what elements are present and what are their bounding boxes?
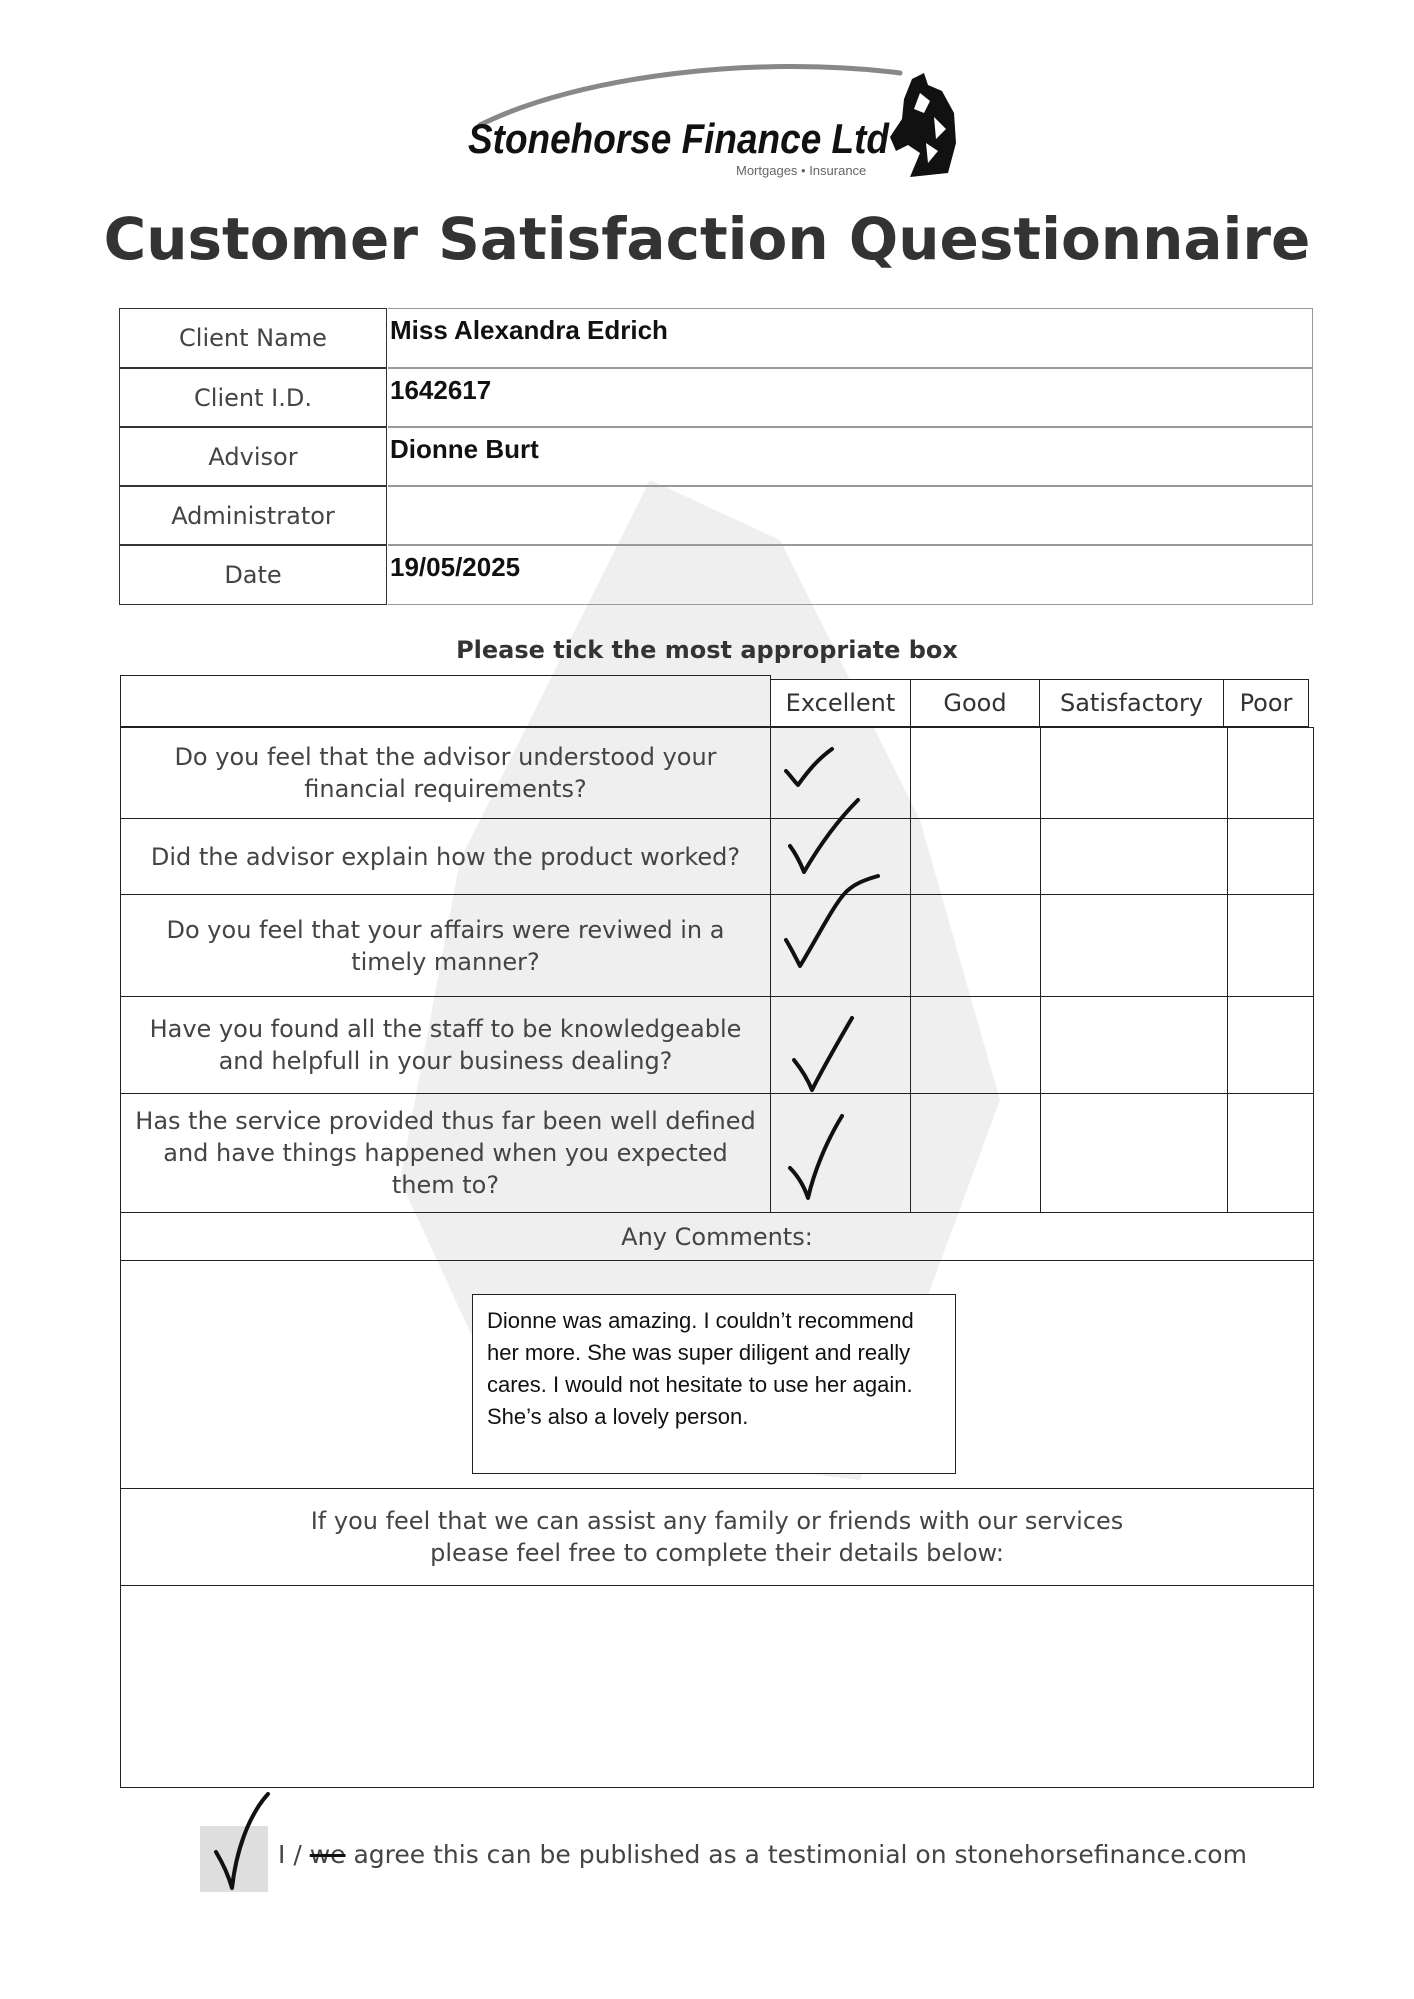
administrator-value[interactable] xyxy=(388,486,1313,545)
advisor-value[interactable]: Dionne Burt xyxy=(388,427,1313,486)
question-1: Do you feel that the advisor understood your financial requirements? xyxy=(120,727,771,819)
column-excellent: Excellent xyxy=(770,679,911,727)
question-5: Has the service provided thus far been well defined and have things happened when you expected them to? xyxy=(120,1093,771,1213)
consent-label xyxy=(278,1840,1247,1869)
referral-instruction: If you feel that we can assist any family or friends with our services please feel free to complete their details below: xyxy=(120,1488,1314,1586)
company-name: Stonehorse Finance Ltd xyxy=(468,115,889,162)
client-id-label: Client I.D. xyxy=(119,368,387,427)
company-tagline: Mortgages • Insurance xyxy=(736,163,867,178)
tick-instruction: Please tick the most appropriate box xyxy=(456,636,958,664)
column-good: Good xyxy=(910,679,1040,727)
comments-heading: Any Comments: xyxy=(120,1212,1314,1261)
tick-mark-icon xyxy=(786,798,866,878)
consent-struck-word: we xyxy=(309,1840,346,1869)
q4-poor-cell[interactable] xyxy=(1227,996,1314,1094)
question-3: Do you feel that your affairs were reviwed in a timely manner? xyxy=(120,894,771,997)
q3-satisfactory-cell[interactable] xyxy=(1040,894,1228,997)
client-id-value[interactable]: 1642617 xyxy=(388,368,1313,427)
q2-poor-cell[interactable] xyxy=(1227,818,1314,895)
q5-good-cell[interactable] xyxy=(910,1093,1041,1213)
question-4: Have you found all the staff to be knowledgeable and helpfull in your business dealing? xyxy=(120,996,771,1094)
q4-satisfactory-cell[interactable] xyxy=(1040,996,1228,1094)
client-name-value[interactable]: Miss Alexandra Edrich xyxy=(388,308,1313,368)
column-satisfactory: Satisfactory xyxy=(1039,679,1224,727)
company-logo xyxy=(460,55,980,195)
date-value[interactable]: 19/05/2025 xyxy=(388,545,1313,605)
date-label: Date xyxy=(119,545,387,605)
client-name-label: Client Name xyxy=(119,308,387,368)
referral-details-area[interactable] xyxy=(120,1585,1314,1788)
q3-good-cell[interactable] xyxy=(910,894,1041,997)
consent-prefix: I / xyxy=(278,1840,302,1869)
header-blank-cell xyxy=(120,675,771,727)
comment-text-box[interactable]: Dionne was amazing. I couldn’t recommend her more. She was super diligent and really cares. I would not hesitate to use her again. She’s also a lovely person. xyxy=(472,1294,956,1474)
testimonial-consent xyxy=(200,1820,1300,1890)
tick-mark-icon xyxy=(782,874,882,974)
consent-tick-icon xyxy=(212,1792,272,1892)
q5-poor-cell[interactable] xyxy=(1227,1093,1314,1213)
consent-text: agree this can be published as a testimonial on stonehorsefinance.com xyxy=(353,1840,1247,1869)
column-poor: Poor xyxy=(1223,679,1309,727)
q2-satisfactory-cell[interactable] xyxy=(1040,818,1228,895)
tick-mark-icon xyxy=(790,1014,860,1094)
administrator-label: Administrator xyxy=(119,486,387,545)
advisor-label: Advisor xyxy=(119,427,387,486)
q3-poor-cell[interactable] xyxy=(1227,894,1314,997)
page-title: Customer Satisfaction Questionnaire xyxy=(103,205,1311,273)
horse-head-icon xyxy=(890,73,960,183)
q1-satisfactory-cell[interactable] xyxy=(1040,727,1228,819)
question-2: Did the advisor explain how the product worked? xyxy=(120,818,771,895)
q5-satisfactory-cell[interactable] xyxy=(1040,1093,1228,1213)
tick-mark-icon xyxy=(780,745,840,795)
q4-good-cell[interactable] xyxy=(910,996,1041,1094)
tick-mark-icon xyxy=(786,1112,856,1202)
q1-good-cell[interactable] xyxy=(910,727,1041,819)
q2-good-cell[interactable] xyxy=(910,818,1041,895)
q1-poor-cell[interactable] xyxy=(1227,727,1314,819)
